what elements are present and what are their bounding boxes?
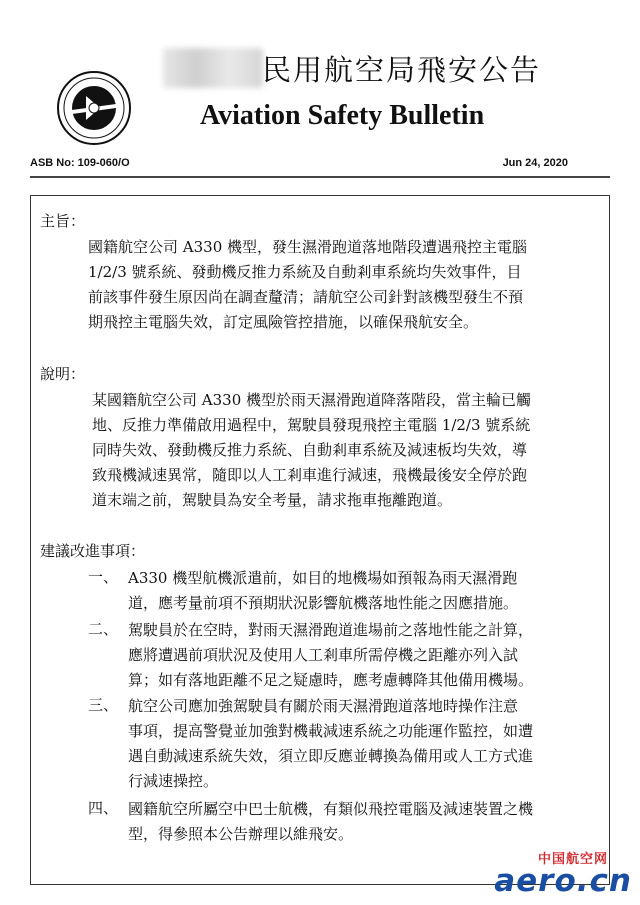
recommendation-line: 行減速操控。 <box>128 772 219 790</box>
recommendation-line: 算；如有落地距離不足之疑慮時，應考慮轉降其他備用機場。 <box>128 671 534 689</box>
description-line: 地、反推力準備啟用過程中，駕駛員發現飛控主電腦 1/2/3 號系統 <box>92 416 531 434</box>
recommendation-number: 四、 <box>88 799 119 817</box>
caa-seal-logo <box>56 70 132 146</box>
watermark-chinese: 中国航空网 <box>537 852 608 867</box>
recommendation-line: 遇自動減速系統失效，須立即反應並轉換為備用或人工方式進 <box>128 747 534 765</box>
recommendation-line: 國籍航空所屬空中巴士航機，有類似飛控電腦及減速裝置之機 <box>128 800 534 818</box>
description-line: 某國籍航空公司 A330 機型於雨天濕滑跑道降落階段，當主輪已觸 <box>92 391 532 409</box>
description-line: 同時失效、發動機反推力系統、自動剎車系統及減速板均失效，導 <box>92 441 528 459</box>
bulletin-title-english: Aviation Safety Bulletin <box>200 100 485 131</box>
recommendation-number: 三、 <box>88 696 119 714</box>
recommendation-item <box>128 797 533 847</box>
header-divider <box>30 176 610 178</box>
subject-line: 前該事件發生原因尚在調查釐清；請航空公司針對該機型發生不預 <box>88 288 524 306</box>
subject-line: 國籍航空公司 A330 機型，發生濕滑跑道落地階段遭遇飛控主電腦 <box>88 238 528 256</box>
redacted-block <box>163 48 263 88</box>
recommendations-label: 建議改進事項： <box>40 542 146 560</box>
recommendation-item <box>128 618 533 693</box>
recommendation-number: 二、 <box>88 620 119 638</box>
watermark-logo: aero.cn <box>494 863 632 899</box>
bulletin-title-chinese: 民用航空局飛安公告 <box>262 53 542 87</box>
recommendation-line: A330 機型航機派遣前，如目的地機場如預報為雨天濕滑跑 <box>128 569 518 587</box>
subject-text <box>88 235 527 335</box>
subject-line: 1/2/3 號系統、發動機反推力系統及自動剎車系統均失效事件，目 <box>88 263 522 281</box>
recommendation-line: 航空公司應加強駕駛員有關於雨天濕滑跑道落地時操作注意 <box>128 697 519 715</box>
recommendation-line: 應將遭遇前項狀況及使用人工剎車所需停機之距離亦列入試 <box>128 646 519 664</box>
bulletin-date: Jun 24, 2020 <box>502 157 568 169</box>
recommendation-item <box>128 694 533 794</box>
subject-label: 主旨： <box>40 212 86 230</box>
description-line: 道末端之前，駕駛員為安全考量，請求拖車拖離跑道。 <box>92 491 453 509</box>
recommendation-number: 一、 <box>88 568 119 586</box>
subject-line: 期飛控主電腦失效，訂定風險管控措施，以確保飛航安全。 <box>88 313 479 331</box>
recommendation-line: 型，得參照本公告辦理以維飛安。 <box>128 825 354 843</box>
recommendation-line: 道，應考量前項不預期狀況影響航機落地性能之因應措施。 <box>128 594 519 612</box>
asb-number: ASB No: 109-060/O <box>30 157 130 169</box>
description-text <box>92 388 531 513</box>
description-label: 說明： <box>40 365 86 383</box>
description-line: 致飛機減速異常，隨即以人工剎車進行減速，飛機最後安全停於跑 <box>92 466 528 484</box>
recommendation-item <box>128 566 518 616</box>
recommendation-line: 駕駛員於在空時，對雨天濕滑跑道進場前之落地性能之計算， <box>128 621 534 639</box>
recommendation-line: 事項，提高警覺並加強對機載減速系統之功能運作監控，如遭 <box>128 722 534 740</box>
